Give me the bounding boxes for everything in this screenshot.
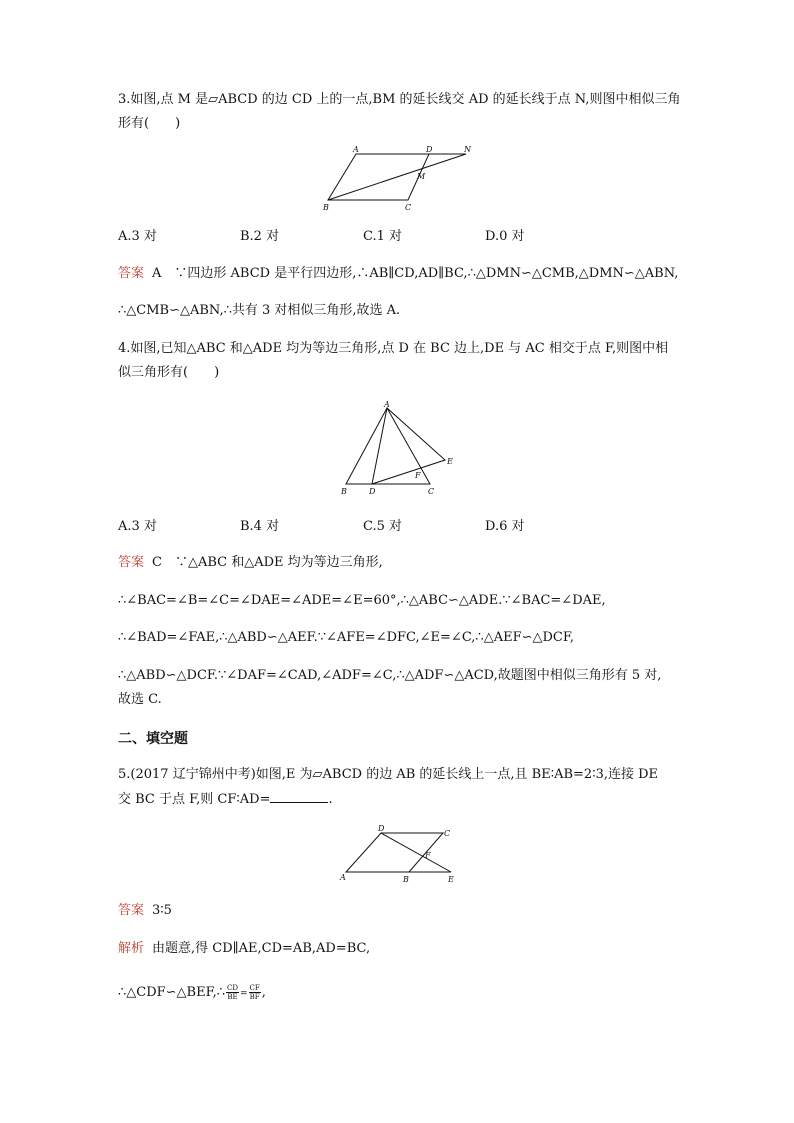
q4-label-b: B [341, 487, 347, 496]
q5-stem-line2-end: . [328, 792, 333, 807]
q3-stem-line2: 形有( ) [118, 116, 181, 131]
q3-label-d: D [426, 145, 433, 154]
q5-answer-line [118, 902, 678, 920]
q5-answer-label: 答案 [118, 903, 145, 918]
q3-label-a: A [353, 145, 359, 154]
q3-option-c: C.1 对 [363, 229, 403, 244]
q4-option-c: C.5 对 [363, 519, 403, 534]
q3-answer-line2: ∴△CMB∽△ABN,∴共有 3 对相似三角形,故选 A. [118, 303, 401, 318]
q5-fraction-cd-be [226, 984, 239, 1001]
q3-label-c: C [405, 203, 412, 212]
q4-answer-line1 [118, 554, 678, 572]
q4-option-d: D.6 对 [485, 519, 525, 534]
q3-label-m: M [417, 172, 426, 181]
q5-label-d: D [378, 824, 385, 833]
q4-label-d: D [369, 487, 376, 496]
q5-analysis-text2-end: , [261, 985, 266, 1000]
section-title-fill-in: 二、填空题 [118, 731, 188, 747]
q5-frac1-denominator: BE [227, 993, 238, 1001]
q5-label-b: B [403, 875, 409, 884]
q4-stem-line2: 似三角形有( ) [118, 365, 220, 380]
q5-analysis-line2 [118, 984, 678, 1003]
q5-fraction-cf-bf [249, 984, 261, 1001]
q5-analysis-label: 解析 [118, 941, 145, 956]
q4-answer-line4: ∴△ABD∽△DCF.∵∠DAF=∠CAD,∠ADF=∠C,∴△ADF∽△ACD,故题图中相似三角形有 5 对, [118, 668, 662, 683]
q3-option-a: A.3 对 [118, 229, 157, 244]
q5-analysis-line1 [118, 940, 678, 958]
q5-figure [336, 822, 466, 884]
q4-figure [334, 398, 464, 498]
q4-label-c: C [428, 487, 435, 496]
q4-label-e: E [447, 457, 453, 466]
q3-answer-label: 答案 [118, 266, 145, 281]
q4-answer-line3: ∴∠BAD=∠FAE,∴△ABD∽△AEF.∵∠AFE=∠DFC,∠E=∠C,∴△AEF∽△DCF, [118, 630, 574, 645]
q5-frac1-numerator: CD [227, 984, 238, 992]
q3-label-n: N [464, 145, 471, 154]
q3-parallelogram [328, 154, 429, 200]
q3-answer-text1: A ∵四边形 ABCD 是平行四边形,∴AB∥CD,AD∥BC,∴△DMN∽△CMB,△DMN∽△ABN, [152, 266, 679, 281]
q4-answer-line5: 故选 C. [118, 692, 162, 707]
q5-stem-line2 [118, 790, 678, 809]
q5-label-f: F [425, 851, 431, 860]
q3-option-b: B.2 对 [240, 229, 280, 244]
q4-label-f: F [415, 471, 421, 480]
q4-option-a: A.3 对 [118, 519, 157, 534]
q5-label-c: C [444, 829, 451, 838]
q5-analysis-text2: ∴△CDF∽△BEF,∴ [118, 985, 225, 1000]
q5-answer-blank[interactable] [270, 790, 328, 803]
q5-analysis-text1: 由题意,得 CD∥AE,CD=AB,AD=BC, [152, 941, 371, 956]
q3-answer-line1 [118, 265, 678, 283]
q3-option-d: D.0 对 [485, 229, 525, 244]
q4-answer-line2: ∴∠BAC=∠B=∠C=∠DAE=∠ADE=∠E=60°,∴△ABC∽△ADE.∵∠BAC=∠DAE, [118, 593, 606, 608]
q3-line-bn [328, 154, 466, 200]
q4-option-b: B.4 对 [240, 519, 280, 534]
q4-label-a: A [384, 400, 390, 409]
q5-stem-line2-text: 交 BC 于点 F,则 CF∶AD= [118, 792, 271, 807]
q5-line-de [381, 833, 451, 872]
q5-frac2-numerator: CF [249, 984, 260, 992]
q5-label-e: E [448, 875, 454, 884]
q5-frac2-denominator: BF [249, 993, 260, 1001]
q3-label-b: B [323, 203, 329, 212]
q3-stem-line1: 3.如图,点 M 是▱ABCD 的边 CD 上的一点,BM 的延长线交 AD 的延长线于点 N,则图中相似三角 [118, 92, 681, 107]
q4-stem-line1: 4.如图,已知△ABC 和△ADE 均为等边三角形,点 D 在 BC 边上,DE 与 AC 相交于点 F,则图中相 [118, 341, 669, 356]
q5-answer-text: 3∶5 [152, 903, 172, 918]
q5-label-a: A [340, 873, 346, 882]
q4-answer-label: 答案 [118, 555, 145, 570]
q5-stem-line1: 5.(2017 辽宁锦州中考)如图,E 为▱ABCD 的边 AB 的延长线上一点,且 BE∶AB=2∶3,连接 DE [118, 767, 659, 782]
q4-answer-text1: C ∵△ABC 和△ADE 均为等边三角形, [152, 555, 383, 570]
q3-figure [318, 144, 478, 214]
q5-equals-sign: = [239, 989, 248, 999]
